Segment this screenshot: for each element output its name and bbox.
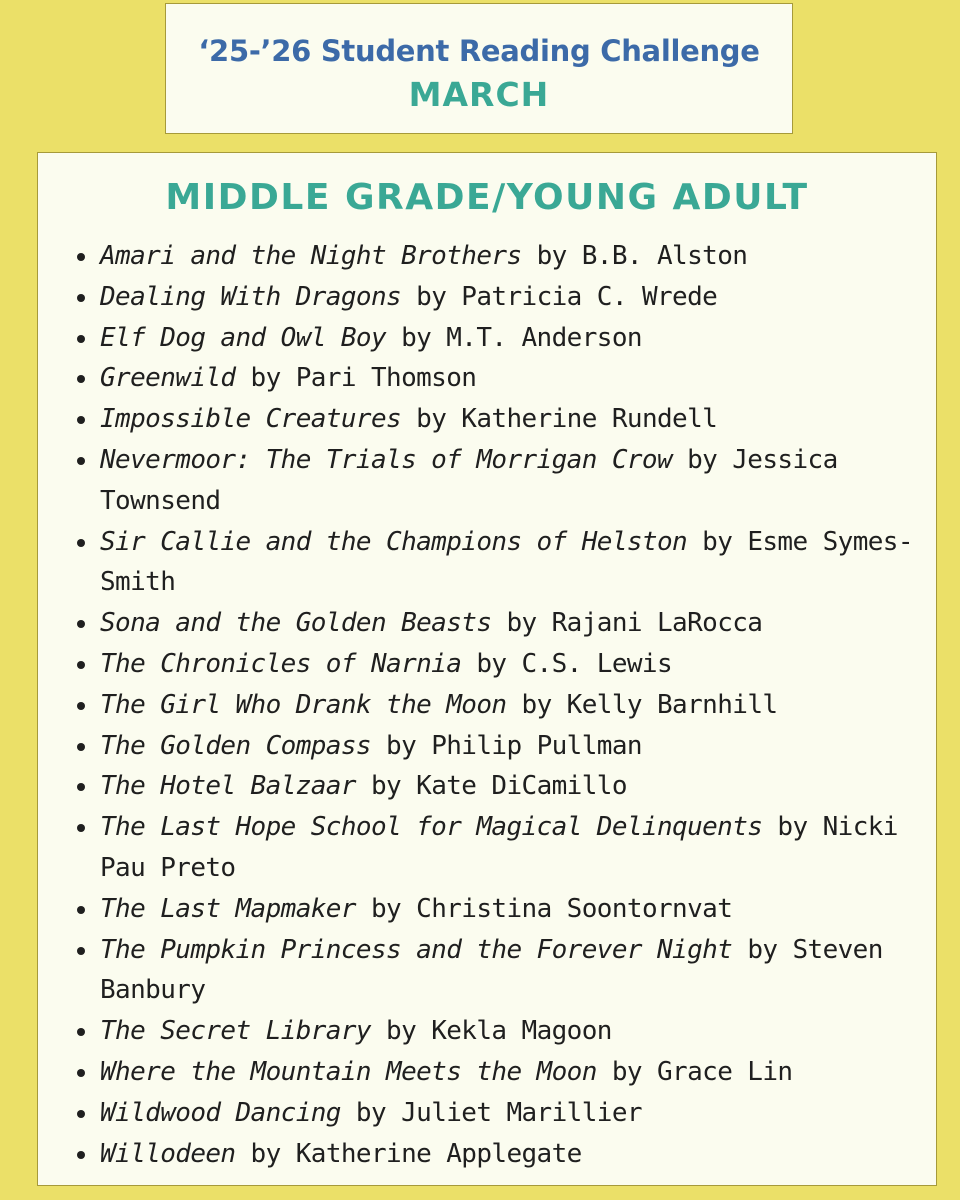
bullet-icon xyxy=(77,743,85,751)
bullet-icon xyxy=(77,783,85,791)
book-title: Willodeen xyxy=(100,1138,236,1169)
list-item xyxy=(38,603,918,644)
book-title: Dealing With Dragons xyxy=(100,281,402,312)
bullet-icon xyxy=(77,824,85,832)
book-title: The Hotel Balzaar xyxy=(100,771,356,802)
book-author: by Pari Thomson xyxy=(250,363,477,394)
list-item xyxy=(38,766,918,807)
bullet-icon xyxy=(77,702,85,710)
list-item xyxy=(38,1052,918,1093)
book-title: The Girl Who Drank the Moon xyxy=(100,689,507,720)
bullet-icon xyxy=(77,947,85,955)
book-author: by Patricia C. Wrede xyxy=(416,281,718,312)
book-title: Elf Dog and Owl Boy xyxy=(100,322,387,353)
book-title: Amari and the Night Brothers xyxy=(100,241,522,271)
book-title: The Last Mapmaker xyxy=(100,893,356,924)
list-item xyxy=(38,1134,918,1175)
bullet-icon xyxy=(77,1028,85,1036)
bullet-icon xyxy=(77,457,85,465)
book-author: by B.B. Alston xyxy=(536,241,748,271)
book-author: by M.T. Anderson xyxy=(401,322,642,353)
header-card xyxy=(165,3,793,134)
book-author: by Christina Soontornvat xyxy=(370,893,733,924)
book-title: The Chronicles of Narnia xyxy=(100,648,462,679)
book-author: by Kelly Barnhill xyxy=(521,689,778,720)
book-author: by Steven Banbury xyxy=(100,934,883,1006)
book-author: by Grace Lin xyxy=(611,1056,793,1087)
list-item xyxy=(38,522,918,604)
list-item xyxy=(38,726,918,767)
book-title: Sona and the Golden Beasts xyxy=(100,608,492,639)
bullet-icon xyxy=(77,416,85,424)
bullet-icon xyxy=(77,294,85,302)
book-title: Greenwild xyxy=(100,363,236,394)
list-item xyxy=(38,1093,918,1134)
book-author: by Philip Pullman xyxy=(386,730,642,761)
list-item xyxy=(38,1011,918,1052)
book-author: by Kekla Magoon xyxy=(386,1016,612,1047)
book-author: by Rajani LaRocca xyxy=(506,608,763,639)
challenge-title: ‘25-’26 Student Reading Challenge xyxy=(198,34,760,68)
book-list-card xyxy=(37,152,937,1186)
book-author: by Jessica Townsend xyxy=(100,444,838,516)
bullet-icon xyxy=(77,1069,85,1077)
book-list xyxy=(38,236,918,1174)
bullet-icon xyxy=(77,906,85,914)
book-title: The Secret Library xyxy=(100,1016,371,1047)
book-title: Wildwood Dancing xyxy=(100,1097,341,1128)
list-item xyxy=(38,277,918,318)
bullet-icon xyxy=(77,375,85,383)
list-item xyxy=(38,399,918,440)
book-author: by C.S. Lewis xyxy=(476,648,673,679)
bullet-icon xyxy=(77,539,85,547)
bullet-icon xyxy=(77,253,85,261)
bullet-icon xyxy=(77,335,85,343)
list-item xyxy=(38,930,918,1012)
book-title: Nevermoor: The Trials of Morrigan Crow xyxy=(100,444,673,475)
book-title: Sir Callie and the Champions of Helston xyxy=(100,526,688,557)
list-item xyxy=(38,889,918,930)
list-item xyxy=(38,685,918,726)
list-item xyxy=(38,644,918,685)
book-title: The Golden Compass xyxy=(100,730,371,761)
book-author: by Katherine Applegate xyxy=(250,1138,582,1169)
list-item xyxy=(38,358,918,399)
bullet-icon xyxy=(77,1110,85,1118)
book-author: by Esme Symes-Smith xyxy=(100,526,913,598)
list-item xyxy=(38,318,918,359)
book-title: Where the Mountain Meets the Moon xyxy=(100,1056,597,1087)
book-title: The Last Hope School for Magical Delinquents xyxy=(100,812,763,843)
book-author: by Nicki Pau Preto xyxy=(100,812,898,883)
list-item xyxy=(38,807,918,889)
book-title: The Pumpkin Princess and the Forever Night xyxy=(100,934,733,965)
list-item xyxy=(38,236,918,277)
month-label: MARCH xyxy=(408,75,550,114)
bullet-icon xyxy=(77,620,85,628)
bullet-icon xyxy=(77,1151,85,1159)
book-author: by Kate DiCamillo xyxy=(370,771,627,802)
book-author: by Katherine Rundell xyxy=(416,404,718,435)
section-title: MIDDLE GRADE/YOUNG ADULT xyxy=(165,177,809,218)
list-item xyxy=(38,440,918,522)
book-title: Impossible Creatures xyxy=(100,404,402,435)
book-author: by Juliet Marillier xyxy=(355,1097,642,1128)
bullet-icon xyxy=(77,661,85,669)
